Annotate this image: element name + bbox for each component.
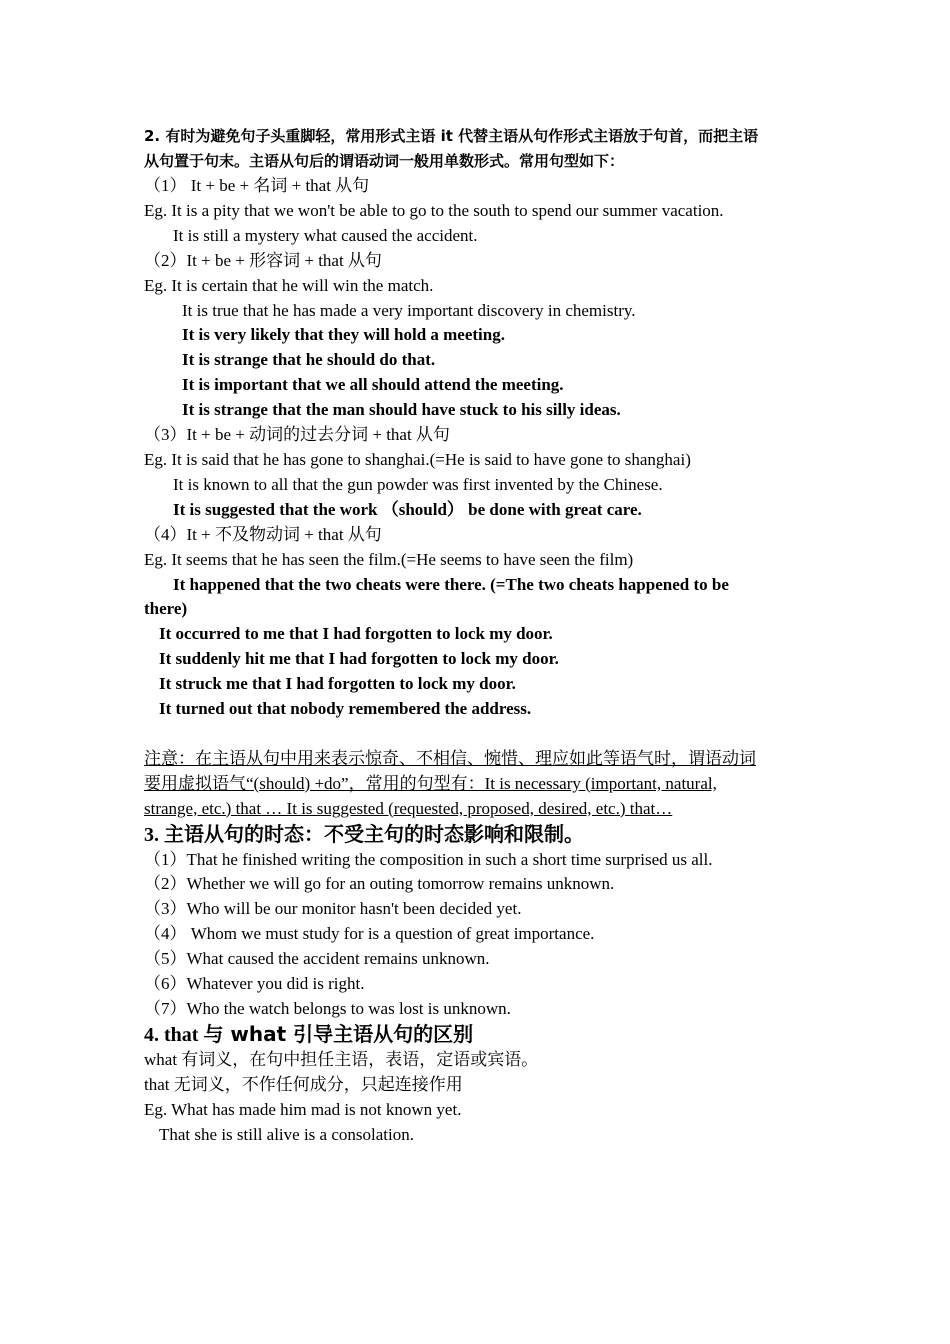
note-line: 注意：在主语从句中用来表示惊奇、不相信、惋惜、理应如此等语气时，谓语动词 [144,748,756,768]
section3-heading-text: 主语从句的时态：不受主句的时态影响和限制。 [164,821,584,846]
pattern4-bold-example: It suddenly hit me that I had forgotten to lock my door. [159,649,559,669]
section4-heading [144,1022,810,1048]
section3-heading-number: 3. [144,823,164,846]
pattern2-example: Eg. It is certain that he will win the match. [144,275,434,295]
pattern4-bold-example: It occurred to me that I had forgotten to lock my door. [159,624,553,644]
pattern2-example: It is true that he has made a very important discovery in chemistry. [182,300,636,320]
section3-item: （2）Whether we will go for an outing tomorrow remains unknown. [144,874,615,894]
section4-heading-number: 4. that [144,1023,204,1046]
section4-heading-text: 与 what 引导主语从句的区别 [203,1021,474,1046]
pattern4-bold-example: It happened that the two cheats were there. (=The two cheats happened to be [173,574,729,594]
pattern2-bold-example: It is strange that he should do that. [182,350,436,370]
pattern4-bold-example: It turned out that nobody remembered the address. [159,699,532,719]
blank-line [144,722,810,747]
section4-line: what 有词义，在句中担任主语，表语，定语或宾语。 [144,1049,539,1069]
section2-intro-line1: 2. 有时为避免句子头重脚轻，常用形式主语 it 代替主语从句作形式主语放于句首，而把主语 [144,127,759,145]
section4-example: That she is still alive is a consolation. [159,1124,414,1144]
section3-item: （1）That he finished writing the composition in such a short time surprised us all. [144,849,713,869]
pattern1-title: （1） It + be + 名词 + that 从句 [144,176,370,195]
pattern4-bold-example: It struck me that I had forgotten to lock my door. [159,674,516,694]
pattern3-title: （3）It + be + 动词的过去分词 + that 从句 [144,425,450,445]
section3-heading [144,822,810,848]
pattern2-bold-example: It is strange that the man should have stuck to his silly ideas. [182,400,621,420]
pattern3-bold-example: It is suggested that the work （should） be done with great care. [173,499,642,519]
pattern4-title: （4）It + 不及物动词 + that 从句 [144,524,382,544]
pattern2-bold-example: It is very likely that they will hold a meeting. [182,325,505,345]
pattern2-bold-example: It is important that we all should attend the meeting. [182,375,564,395]
pattern4-bold-example-cont: there) [144,599,188,619]
section4-line: Eg. What has made him mad is not known yet. [144,1099,462,1119]
section3-item: （7）Who the watch belongs to was lost is unknown. [144,998,511,1018]
section4-line: that 无词义，不作任何成分，只起连接作用 [144,1074,463,1094]
note-line: 要用虚拟语气“(should) +do”，常用的句型有：It is necessary (important, natural, [144,773,717,793]
section3-item: （4） Whom we must study for is a question of great importance. [144,924,595,944]
pattern3-example: Eg. It is said that he has gone to shanghai.(=He is said to have gone to shanghai) [144,449,691,469]
section3-item: （3）Who will be our monitor hasn't been decided yet. [144,899,522,919]
pattern1-example: Eg. It is a pity that we won't be able to go to the south to spend our summer vacation. [144,200,724,220]
section3-item: （5）What caused the accident remains unknown. [144,949,490,969]
pattern2-title: （2）It + be + 形容词 + that 从句 [144,250,382,270]
pattern4-example: Eg. It seems that he has seen the film.(=He seems to have seen the film) [144,549,634,569]
pattern3-example: It is known to all that the gun powder was first invented by the Chinese. [173,474,663,494]
section2-intro-line2: 从句置于句末。主语从句后的谓语动词一般用单数形式。常用句型如下： [144,152,625,170]
note-line: strange, etc.) that … It is suggested (requested, proposed, desired, etc.) that… [144,798,673,818]
section3-item: （6）Whatever you did is right. [144,974,365,994]
pattern1-example: It is still a mystery what caused the accident. [173,225,478,245]
document-page [144,124,810,1148]
